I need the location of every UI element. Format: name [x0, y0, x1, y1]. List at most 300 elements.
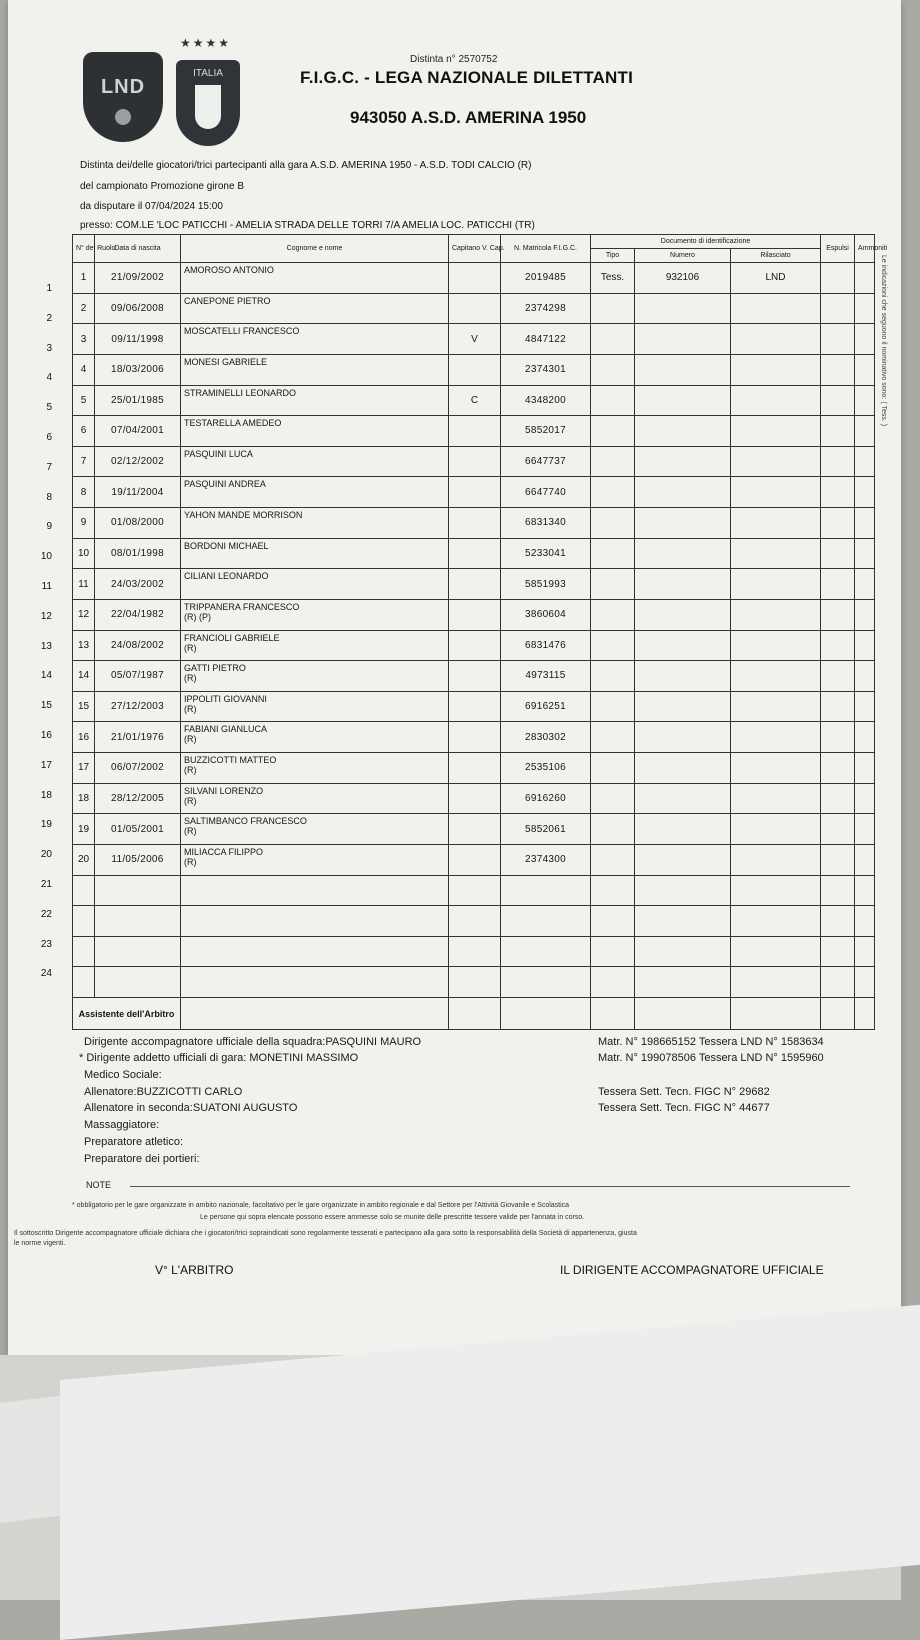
margin-row-number: 21 — [40, 878, 52, 890]
player-doc-type — [591, 324, 635, 355]
player-doc-type — [591, 906, 635, 937]
player-birthdate: 21/09/2002 — [95, 263, 181, 294]
player-name — [181, 416, 449, 447]
registration-number: Distinta n° 2570752 — [410, 54, 498, 65]
player-doc-number — [635, 753, 731, 784]
player-status-tag: (R) — [184, 856, 197, 867]
player-warned — [855, 324, 875, 355]
player-name — [181, 477, 449, 508]
player-birthdate: 24/03/2002 — [95, 569, 181, 600]
margin-row-number: 23 — [40, 938, 52, 950]
margin-row-number: 5 — [46, 402, 52, 414]
stars-mark: ★★★★ — [180, 36, 232, 50]
player-matricola: 2374300 — [501, 844, 591, 875]
player-doc-issuer — [731, 967, 821, 998]
player-name — [181, 814, 449, 845]
lnd-logo-emblem — [115, 109, 131, 125]
player-number: 10 — [73, 538, 95, 569]
player-matricola: 6831340 — [501, 508, 591, 539]
player-name — [181, 446, 449, 477]
player-matricola: 3860604 — [501, 599, 591, 630]
col-doc-number: Numero — [635, 249, 731, 263]
margin-row-number: 11 — [41, 580, 52, 592]
table-row — [73, 599, 875, 630]
player-expelled — [821, 416, 855, 447]
table-row — [73, 416, 875, 447]
player-birthdate — [95, 967, 181, 998]
player-name-text: SALTIMBANCO FRANCESCO — [184, 816, 307, 827]
table-row — [73, 967, 875, 998]
player-captain — [449, 936, 501, 967]
player-matricola — [501, 875, 591, 906]
player-name-text: MILIACCA FILIPPO — [184, 846, 264, 857]
player-captain — [449, 569, 501, 600]
player-doc-issuer — [731, 416, 821, 447]
player-captain — [449, 967, 501, 998]
margin-row-number: 19 — [40, 819, 52, 831]
table-row — [73, 354, 875, 385]
player-captain: C — [449, 385, 501, 416]
player-captain — [449, 477, 501, 508]
player-name — [181, 599, 449, 630]
player-name — [181, 569, 449, 600]
player-name — [181, 508, 449, 539]
player-number: 1 — [73, 263, 95, 294]
player-warned — [855, 569, 875, 600]
fine-print-3: Il sottoscritto Dirigente accompagnatore ufficiale dichiara che i giocatori/trici sopraindicati sono regolarmente tesserati e partecipano alla gara sotto la responsabilità della Società di appartenenza, giusta — [14, 1230, 637, 1237]
player-warned — [855, 630, 875, 661]
player-matricola: 6647737 — [501, 446, 591, 477]
player-birthdate — [95, 906, 181, 937]
player-name-text: CANEPONE PIETRO — [184, 295, 271, 306]
player-doc-type — [591, 477, 635, 508]
head-coach: Allenatore:BUZZICOTTI CARLO — [84, 1086, 243, 1098]
player-name-text: TRIPPANERA FRANCESCO — [184, 601, 300, 612]
player-number — [73, 967, 95, 998]
fine-print-4: le norme vigenti. — [14, 1240, 66, 1247]
player-name-text: FRANCIOLI GABRIELE — [184, 632, 280, 643]
player-doc-type — [591, 630, 635, 661]
head-coach-id: Tessera Sett. Tecn. FIGC N° 29682 — [598, 1086, 770, 1098]
player-number: 3 — [73, 324, 95, 355]
lnd-logo-text: LND — [100, 76, 146, 98]
player-expelled — [821, 263, 855, 294]
player-doc-number — [635, 906, 731, 937]
player-doc-issuer — [731, 753, 821, 784]
player-doc-number — [635, 354, 731, 385]
player-warned — [855, 263, 875, 294]
player-captain — [449, 354, 501, 385]
player-captain — [449, 906, 501, 937]
player-doc-issuer — [731, 630, 821, 661]
player-name — [181, 324, 449, 355]
player-expelled — [821, 875, 855, 906]
table-row — [73, 691, 875, 722]
player-number: 5 — [73, 385, 95, 416]
col-expelled: Espulsi — [821, 235, 855, 263]
table-row — [73, 446, 875, 477]
player-warned — [855, 967, 875, 998]
margin-row-number: 24 — [40, 968, 52, 980]
player-captain — [449, 263, 501, 294]
fine-print-2: Le persone qui sopra elencate possono essere ammesse solo se munite delle prescritte tessere valide per l'annata in corso. — [200, 1214, 585, 1221]
player-status-tag: (R) — [184, 703, 197, 714]
player-status-tag: (R) — [184, 642, 197, 653]
player-birthdate: 02/12/2002 — [95, 446, 181, 477]
player-captain — [449, 599, 501, 630]
player-expelled — [821, 906, 855, 937]
championship-line: del campionato Promozione girone B — [80, 181, 244, 192]
table-row — [73, 477, 875, 508]
player-doc-issuer — [731, 446, 821, 477]
player-warned — [855, 538, 875, 569]
player-doc-issuer — [731, 691, 821, 722]
player-doc-issuer — [731, 844, 821, 875]
player-name — [181, 722, 449, 753]
player-status-tag: (R) — [184, 765, 197, 775]
player-number: 13 — [73, 630, 95, 661]
side-note: Le indicazioni che seguono il nominativo sono: ( Tess. ) — [880, 255, 887, 427]
player-doc-number — [635, 691, 731, 722]
player-matricola: 5851993 — [501, 569, 591, 600]
player-expelled — [821, 661, 855, 692]
player-doc-issuer — [731, 354, 821, 385]
player-doc-number — [635, 416, 731, 447]
player-doc-number — [635, 293, 731, 324]
player-doc-number — [635, 630, 731, 661]
player-doc-type — [591, 416, 635, 447]
assistant-referee-label: Assistente dell'Arbitro — [73, 998, 181, 1030]
player-warned — [855, 722, 875, 753]
player-doc-issuer: LND — [731, 263, 821, 294]
player-captain — [449, 722, 501, 753]
player-matricola: 5852017 — [501, 416, 591, 447]
player-doc-issuer — [731, 906, 821, 937]
player-doc-issuer — [731, 477, 821, 508]
player-doc-type — [591, 354, 635, 385]
player-birthdate: 08/01/1998 — [95, 538, 181, 569]
player-doc-type — [591, 783, 635, 814]
player-captain — [449, 508, 501, 539]
player-name — [181, 844, 449, 875]
player-status-tag: (R) — [184, 826, 197, 837]
player-captain — [449, 538, 501, 569]
player-doc-type — [591, 936, 635, 967]
table-row — [73, 569, 875, 600]
player-birthdate: 22/04/1982 — [95, 599, 181, 630]
player-doc-issuer — [731, 538, 821, 569]
player-name — [181, 293, 449, 324]
player-number: 12 — [73, 599, 95, 630]
player-number: 17 — [73, 753, 95, 784]
player-expelled — [821, 385, 855, 416]
player-doc-number — [635, 508, 731, 539]
player-status-tag: (R) — [184, 673, 197, 684]
player-name-text: AMOROSO ANTONIO — [184, 265, 274, 275]
margin-row-number: 16 — [40, 729, 52, 741]
masseur: Massaggiatore: — [84, 1119, 160, 1131]
player-name-text: TESTARELLA AMEDEO — [184, 418, 282, 429]
player-number — [73, 906, 95, 937]
player-birthdate: 27/12/2003 — [95, 691, 181, 722]
player-doc-number — [635, 783, 731, 814]
table-row — [73, 508, 875, 539]
row-margin-numbers — [28, 274, 52, 989]
player-name-text: FABIANI GIANLUCA — [184, 724, 268, 735]
player-expelled — [821, 814, 855, 845]
player-name-text: SILVANI LORENZO — [184, 785, 264, 796]
player-expelled — [821, 844, 855, 875]
player-doc-number — [635, 722, 731, 753]
player-number: 7 — [73, 446, 95, 477]
date-line: da disputare il 07/04/2024 15:00 — [80, 201, 223, 212]
notes-label: NOTE — [86, 1180, 112, 1190]
player-warned — [855, 599, 875, 630]
player-expelled — [821, 477, 855, 508]
player-birthdate: 28/12/2005 — [95, 783, 181, 814]
player-doc-issuer — [731, 293, 821, 324]
referee-officer-id: Matr. N° 199078506 Tessera LND N° 1595960 — [598, 1052, 824, 1064]
col-warned: Ammoniti — [855, 235, 875, 263]
notes-line — [130, 1186, 850, 1187]
player-number: 9 — [73, 508, 95, 539]
referee-officer: * Dirigente addetto ufficiali di gara: MONETINI MASSIMO — [79, 1052, 359, 1064]
player-number: 6 — [73, 416, 95, 447]
player-captain — [449, 661, 501, 692]
player-expelled — [821, 753, 855, 784]
player-name-text: PASQUINI LUCA — [184, 448, 253, 459]
player-doc-type — [591, 844, 635, 875]
table-row — [73, 324, 875, 355]
player-doc-number — [635, 599, 731, 630]
player-matricola: 6916251 — [501, 691, 591, 722]
player-name-text: STRAMINELLI LEONARDO — [184, 387, 297, 398]
player-doc-type — [591, 538, 635, 569]
table-row — [73, 936, 875, 967]
margin-row-number: 15 — [40, 700, 52, 712]
player-name-text: IPPOLITI GIOVANNI — [184, 693, 267, 704]
player-matricola: 4348200 — [501, 385, 591, 416]
col-doc-type: Tipo — [591, 249, 635, 263]
player-name-text: MONESI GABRIELE — [184, 356, 268, 367]
player-warned — [855, 814, 875, 845]
margin-row-number: 8 — [46, 491, 52, 503]
player-captain — [449, 293, 501, 324]
player-doc-number — [635, 538, 731, 569]
player-doc-number — [635, 967, 731, 998]
player-captain — [449, 783, 501, 814]
player-birthdate: 25/01/1985 — [95, 385, 181, 416]
figc-logo — [176, 60, 240, 146]
margin-row-number: 10 — [40, 551, 52, 563]
table-row — [73, 263, 875, 294]
player-name — [181, 263, 449, 294]
player-warned — [855, 753, 875, 784]
player-matricola: 2374298 — [501, 293, 591, 324]
player-birthdate: 01/05/2001 — [95, 814, 181, 845]
player-doc-type — [591, 967, 635, 998]
player-doc-type — [591, 385, 635, 416]
player-matricola: 6647740 — [501, 477, 591, 508]
player-doc-type — [591, 814, 635, 845]
fine-print-1: * obbligatorio per le gare organizzate in ambito nazionale, facoltativo per le gare organizzate in ambito regionale e dal Settore per l'Attività Giovanile e Scolastica — [72, 1202, 570, 1209]
player-doc-issuer — [731, 814, 821, 845]
player-doc-type — [591, 293, 635, 324]
player-name — [181, 936, 449, 967]
player-captain — [449, 446, 501, 477]
venue-line: presso: COM.LE 'LOC PATICCHI - AMELIA STRADA DELLE TORRI 7/A AMELIA LOC. PATICCHI (TR) — [80, 220, 535, 231]
player-doc-number — [635, 569, 731, 600]
player-name — [181, 875, 449, 906]
table-row — [73, 661, 875, 692]
player-birthdate: 21/01/1976 — [95, 722, 181, 753]
player-warned — [855, 661, 875, 692]
player-captain — [449, 753, 501, 784]
player-expelled — [821, 630, 855, 661]
player-expelled — [821, 691, 855, 722]
margin-row-number: 4 — [46, 372, 52, 384]
margin-row-number: 17 — [40, 759, 52, 771]
margin-row-number: 1 — [46, 283, 52, 294]
player-captain: V — [449, 324, 501, 355]
margin-row-number: 14 — [40, 670, 52, 682]
table-row — [73, 906, 875, 937]
player-warned — [855, 446, 875, 477]
margin-row-number: 2 — [46, 312, 52, 324]
player-doc-number: 932106 — [635, 263, 731, 294]
player-birthdate: 01/08/2000 — [95, 508, 181, 539]
margin-row-number: 3 — [46, 342, 52, 354]
player-birthdate: 11/05/2006 — [95, 844, 181, 875]
player-warned — [855, 875, 875, 906]
player-expelled — [821, 936, 855, 967]
player-birthdate: 09/11/1998 — [95, 324, 181, 355]
goalkeeper-coach: Preparatore dei portieri: — [84, 1153, 200, 1165]
player-doc-type — [591, 569, 635, 600]
club-title: 943050 A.S.D. AMERINA 1950 — [350, 108, 587, 127]
player-doc-number — [635, 477, 731, 508]
table-row — [73, 875, 875, 906]
player-doc-type — [591, 599, 635, 630]
player-expelled — [821, 446, 855, 477]
player-expelled — [821, 783, 855, 814]
player-warned — [855, 477, 875, 508]
player-matricola — [501, 906, 591, 937]
table-row — [73, 385, 875, 416]
player-doc-issuer — [731, 324, 821, 355]
player-number: 11 — [73, 569, 95, 600]
federation-title: F.I.G.C. - LEGA NAZIONALE DILETTANTI — [300, 68, 634, 87]
player-doc-number — [635, 936, 731, 967]
player-doc-number — [635, 446, 731, 477]
player-number: 14 — [73, 661, 95, 692]
player-birthdate: 07/04/2001 — [95, 416, 181, 447]
margin-row-number: 22 — [40, 908, 52, 920]
player-number: 19 — [73, 814, 95, 845]
col-name: Cognome e nome — [181, 235, 449, 263]
player-captain — [449, 630, 501, 661]
player-captain — [449, 875, 501, 906]
player-name-text: CILIANI LEONARDO — [184, 571, 269, 582]
player-name — [181, 630, 449, 661]
player-name — [181, 385, 449, 416]
player-doc-issuer — [731, 936, 821, 967]
player-expelled — [821, 324, 855, 355]
player-name-text: BORDONI MICHAEL — [184, 540, 269, 551]
player-matricola: 2830302 — [501, 722, 591, 753]
player-expelled — [821, 508, 855, 539]
player-warned — [855, 691, 875, 722]
col-birth: Data di nascita — [95, 235, 181, 263]
col-document: Documento di identificazione — [591, 235, 821, 249]
player-doc-number — [635, 844, 731, 875]
player-doc-type — [591, 753, 635, 784]
player-doc-type: Tess. — [591, 263, 635, 294]
table-row — [73, 722, 875, 753]
player-name-text: BUZZICOTTI MATTEO — [184, 755, 277, 765]
player-matricola: 5233041 — [501, 538, 591, 569]
player-warned — [855, 385, 875, 416]
player-matricola — [501, 936, 591, 967]
table-row — [73, 538, 875, 569]
player-doc-number — [635, 875, 731, 906]
player-matricola: 6831476 — [501, 630, 591, 661]
player-warned — [855, 293, 875, 324]
player-number: 8 — [73, 477, 95, 508]
player-warned — [855, 844, 875, 875]
player-name — [181, 661, 449, 692]
player-warned — [855, 354, 875, 385]
player-name — [181, 354, 449, 385]
figc-crest — [195, 85, 221, 129]
player-name-text: MOSCATELLI FRANCESCO — [184, 326, 300, 337]
player-matricola: 2019485 — [501, 263, 591, 294]
player-status-tag: (R) (P) — [184, 611, 211, 622]
player-warned — [855, 508, 875, 539]
player-doc-type — [591, 661, 635, 692]
player-captain — [449, 416, 501, 447]
player-birthdate: 24/08/2002 — [95, 630, 181, 661]
margin-row-number: 13 — [40, 640, 52, 652]
player-doc-issuer — [731, 599, 821, 630]
table-row — [73, 783, 875, 814]
player-birthdate: 05/07/1987 — [95, 661, 181, 692]
player-matricola: 5852061 — [501, 814, 591, 845]
player-warned — [855, 936, 875, 967]
player-matricola: 4847122 — [501, 324, 591, 355]
player-matricola: 2535106 — [501, 753, 591, 784]
player-doc-number — [635, 385, 731, 416]
lnd-logo — [83, 52, 163, 142]
player-expelled — [821, 967, 855, 998]
player-birthdate — [95, 936, 181, 967]
player-warned — [855, 416, 875, 447]
assistant-coach: Allenatore in seconda:SUATONI AUGUSTO — [84, 1102, 298, 1114]
player-doc-type — [591, 722, 635, 753]
club-doctor: Medico Sociale: — [84, 1069, 162, 1081]
player-doc-number — [635, 814, 731, 845]
player-matricola: 2374301 — [501, 354, 591, 385]
margin-row-number: 6 — [46, 431, 52, 443]
margin-row-number: 20 — [40, 849, 52, 861]
player-birthdate: 09/06/2008 — [95, 293, 181, 324]
player-doc-issuer — [731, 385, 821, 416]
player-doc-issuer — [731, 722, 821, 753]
player-doc-number — [635, 661, 731, 692]
col-num: N° del Ruolo — [73, 235, 95, 263]
player-name — [181, 691, 449, 722]
player-birthdate: 06/07/2002 — [95, 753, 181, 784]
